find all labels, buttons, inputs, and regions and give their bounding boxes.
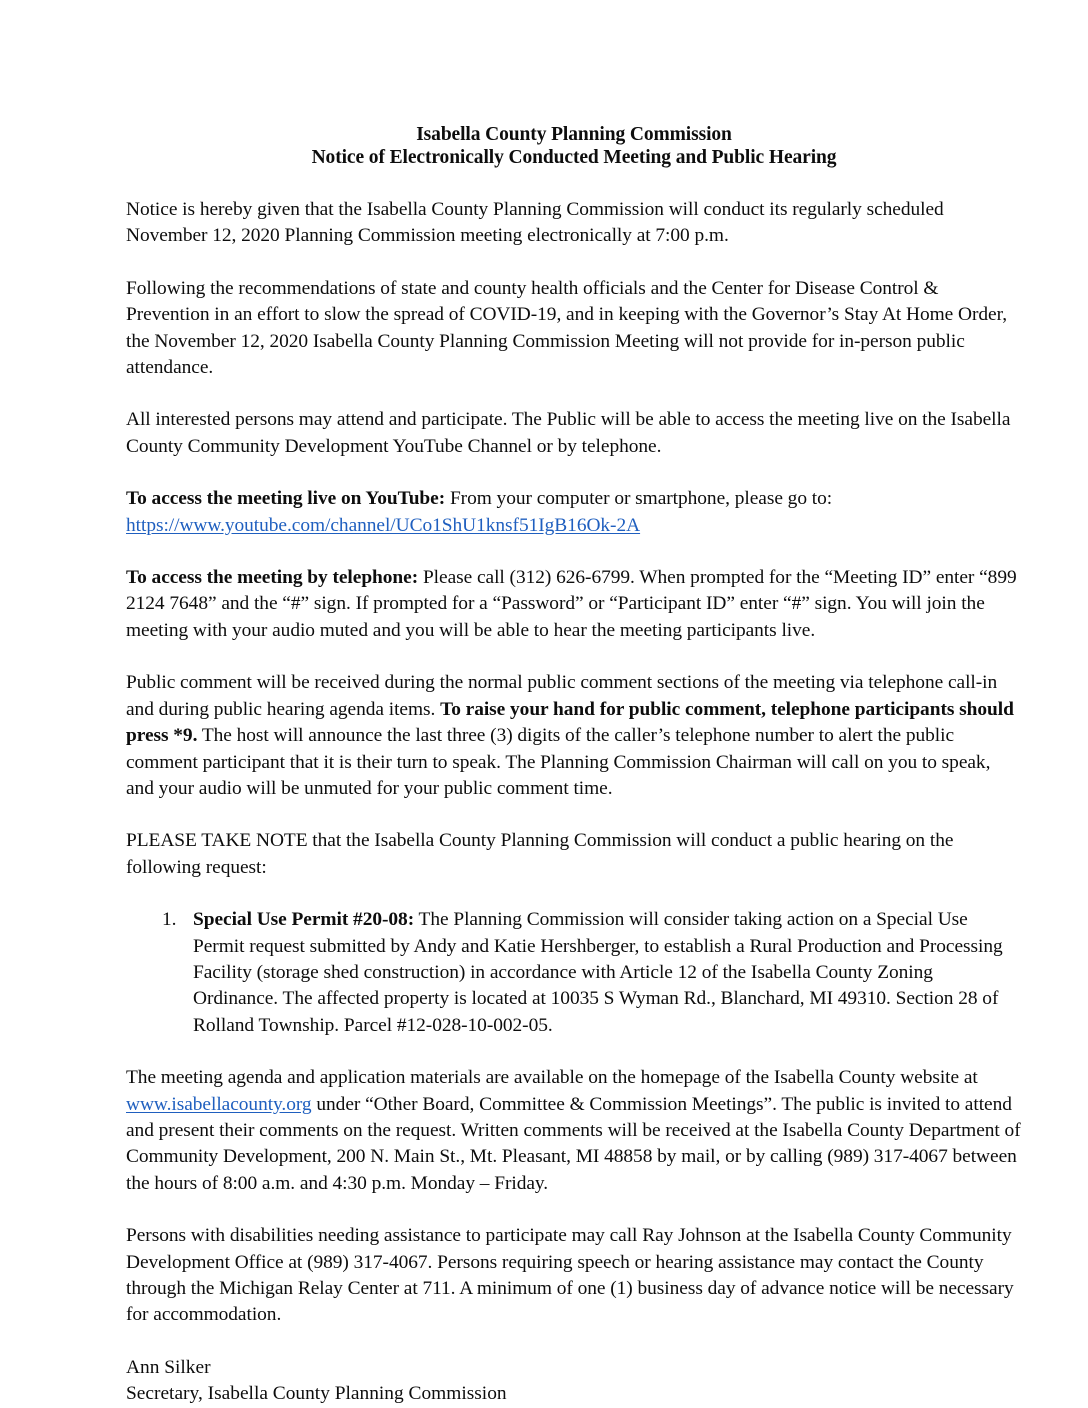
paragraph-telephone-access [126,565,1022,644]
public-comment-text-after: The host will announce the last three (3) digits of the caller’s telephone number to alert the public comment participant that it is their turn to speak. The Planning Commission Chairman will call on you to speak, and your audio will be unmuted for your public comment time. [126,725,991,799]
hearing-request-list [126,907,1022,1039]
paragraph-take-note: PLEASE TAKE NOTE that the Isabella County Planning Commission will conduct a public hearing on the following request: [126,830,954,878]
spacer [126,881,1022,907]
telephone-access-label: To access the meeting by telephone: [126,567,419,589]
spacer [126,169,1022,197]
spacer [126,539,1022,565]
spacer [126,460,1022,486]
paragraph-youtube-access [126,486,1022,539]
document-heading [126,123,1022,169]
spacer [126,381,1022,407]
youtube-access-text: From your computer or smartphone, please go to: [445,488,833,510]
public-comment-emphasis: To raise your hand for public comment, telephone participants should press *9. [126,698,1014,747]
spacer [126,1039,1022,1065]
paragraph-public-comment [126,670,1022,802]
isabella-county-website-link[interactable]: www.isabellacounty.org [126,1093,312,1115]
paragraph-attend-participate: All interested persons may attend and participate. The Public will be able to access the meeting live on the Isabella County Community Development YouTube Channel or by telephone. [126,409,1011,457]
public-comment-text-before: Public comment will be received during the normal public comment sections of the meeting via telephone call-in and during public hearing agenda items. [126,672,998,720]
spacer [126,1329,1022,1355]
heading-line-2: Notice of Electronically Conducted Meeting and Public Hearing [311,147,837,168]
agenda-materials-text-before: The meeting agenda and application materials are available on the homepage of the Isabella County website at [126,1067,978,1089]
agenda-materials-text-after: under “Other Board, Committee & Commission Meetings”. The public is invited to attend and present their comments on the request. Written comments will be received at the Isabella County Department of Community Development, 200 N. Main St., Mt. Pleasant, MI 48858 by mail, or by calling (989) 317-4067 between the hours of 8:00 a.m. and 4:30 p.m. Monday – Friday. [126,1093,1021,1194]
spacer [126,1197,1022,1223]
paragraph-disabilities-assistance: Persons with disabilities needing assistance to participate may call Ray Johnson at the Isabella County Community Development Office at (989) 317-4067. Persons requiring speech or hearing assistance may contact the County through the Michigan Relay Center at 711. A minimum of one (1) business day of advance notice will be necessary for accommodation. [126,1225,1014,1326]
document-body [126,123,1022,1408]
signature-name: Ann Silker [126,1356,211,1378]
signature-title: Secretary, Isabella County Planning Commission [126,1383,507,1405]
spacer [126,802,1022,828]
list-item-body: The Planning Commission will consider taking action on a Special Use Permit request submitted by Andy and Katie Hershberger, to establish a Rural Production and Processing Facility (storage shed construction) in accordance with Article 12 of the Isabella County Zoning Ordinance. The affected property is located at 10035 S Wyman Rd., Blanchard, MI 49310. Section 28 of Rolland Township. Parcel #12-028-10-002-05. [193,909,1003,1036]
youtube-access-label: To access the meeting live on YouTube: [126,488,446,510]
spacer [126,250,1022,276]
paragraph-recommendations: Following the recommendations of state and county health officials and the Center for Disease Control & Prevention in an effort to slow the spread of COVID-19, and in keeping with the Governor’s Stay At Home Order, the November 12, 2020 Isabella County Planning Commission Meeting will not provide for in-person public attendance. [126,277,1008,379]
spacer [126,644,1022,670]
list-item-title: Special Use Permit #20-08: [193,909,415,931]
list-item [126,907,1022,1039]
heading-line-1: Isabella County Planning Commission [416,124,732,145]
paragraph-notice-given: Notice is hereby given that the Isabella County Planning Commission will conduct its regularly scheduled November 12, 2020 Planning Commission meeting electronically at 7:00 p.m. [126,199,944,247]
youtube-channel-link[interactable]: https://www.youtube.com/channel/UCo1ShU1knsf51IgB16Ok-2A [126,514,641,536]
telephone-access-text: Please call (312) 626-6799. When prompted for the “Meeting ID” enter “899 2124 7648” and the “#” sign. If prompted for a “Password” or “Participant ID” enter “#” sign. You will join the meeting with your audio muted and you will be able to hear the meeting participants live. [126,567,1017,641]
paragraph-agenda-materials [126,1065,1022,1197]
list-item-number: 1. [162,909,177,931]
